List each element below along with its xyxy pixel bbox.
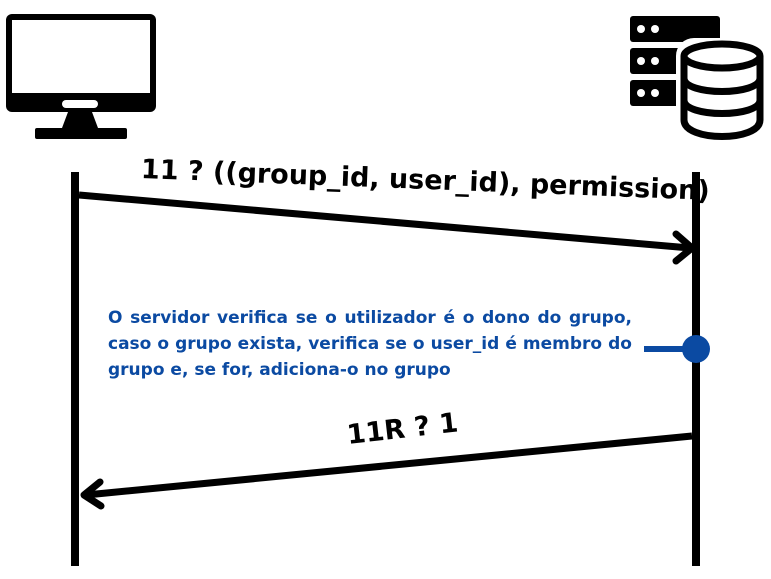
- response-arrow: [84, 436, 692, 506]
- response-message-label: 11R ? 1: [345, 407, 460, 451]
- request-arrow: [79, 195, 692, 261]
- server-database-icon: [630, 16, 764, 137]
- server-note-text: O servidor verifica se o utilizador é o dono do grupo, caso o grupo exista, verifica se o user_id é membro do grupo e, se for, adiciona-o no grupo: [108, 308, 632, 380]
- note-connector: [644, 335, 710, 363]
- desktop-monitor-icon: [6, 14, 156, 139]
- request-message-label: 11 ? ((group_id, user_id), permission): [140, 154, 711, 207]
